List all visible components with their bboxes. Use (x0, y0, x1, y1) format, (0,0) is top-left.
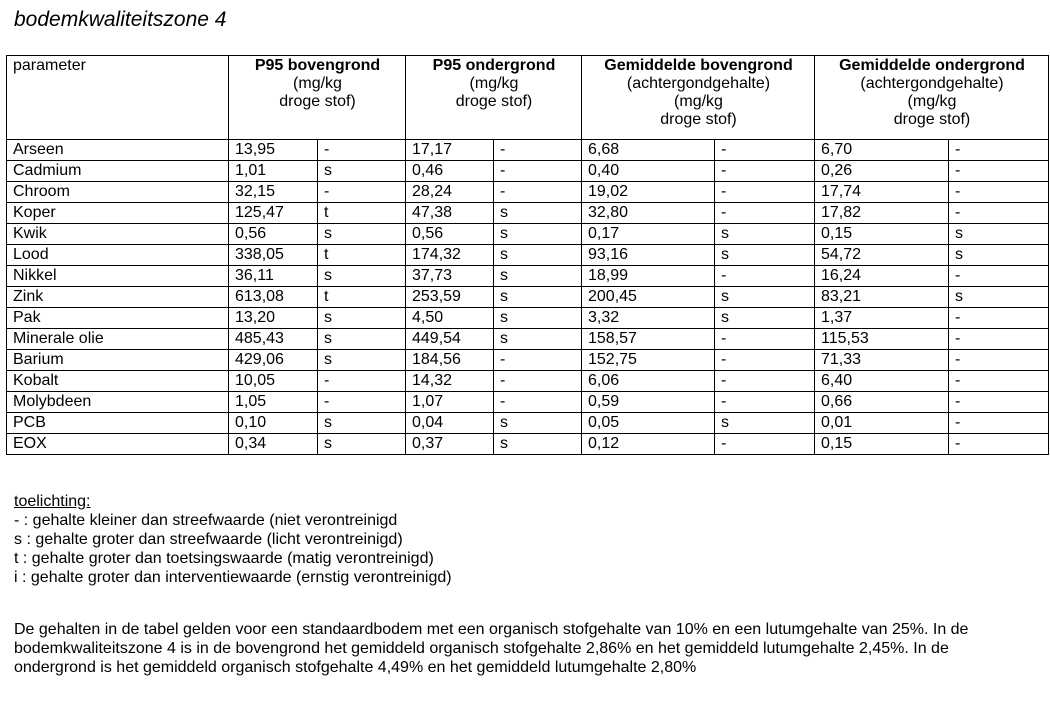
value-cell: 0,10 (229, 413, 318, 434)
classification-cell: - (318, 392, 406, 413)
table-row (7, 203, 1049, 224)
header-p95-ondergrond (406, 56, 582, 140)
classification-cell: - (715, 392, 815, 413)
value-cell: 152,75 (582, 350, 715, 371)
parameter-cell: Cadmium (7, 161, 229, 182)
value-cell: 14,32 (406, 371, 494, 392)
value-cell: 125,47 (229, 203, 318, 224)
classification-cell: s (494, 434, 582, 455)
classification-cell: s (494, 413, 582, 434)
classification-cell: s (715, 413, 815, 434)
table-row (7, 182, 1049, 203)
header-gemiddelde-bovengrond (582, 56, 815, 140)
value-cell: 71,33 (815, 350, 949, 371)
value-cell: 6,40 (815, 371, 949, 392)
value-cell: 0,26 (815, 161, 949, 182)
value-cell: 613,08 (229, 287, 318, 308)
header-title: Gemiddelde bovengrond (604, 57, 793, 74)
value-cell: 429,06 (229, 350, 318, 371)
table-header-row (7, 56, 1049, 140)
table-row (7, 413, 1049, 434)
classification-cell: - (715, 182, 815, 203)
classification-cell: - (949, 161, 1049, 182)
parameter-cell: Barium (7, 350, 229, 371)
value-cell: 0,56 (229, 224, 318, 245)
classification-cell: s (318, 413, 406, 434)
value-cell: 10,05 (229, 371, 318, 392)
value-cell: 6,70 (815, 140, 949, 161)
value-cell: 1,07 (406, 392, 494, 413)
table-row (7, 350, 1049, 371)
value-cell: 0,40 (582, 161, 715, 182)
table-row (7, 140, 1049, 161)
parameter-cell: Chroom (7, 182, 229, 203)
classification-cell: s (949, 287, 1049, 308)
parameter-cell: Nikkel (7, 266, 229, 287)
soil-quality-table (6, 55, 1049, 455)
table-row (7, 308, 1049, 329)
value-cell: 449,54 (406, 329, 494, 350)
header-p95-bovengrond (229, 56, 406, 140)
value-cell: 485,43 (229, 329, 318, 350)
classification-cell: s (494, 308, 582, 329)
classification-cell: - (318, 182, 406, 203)
classification-cell: - (949, 434, 1049, 455)
value-cell: 32,80 (582, 203, 715, 224)
table-row (7, 287, 1049, 308)
table-row (7, 371, 1049, 392)
parameter-cell: Koper (7, 203, 229, 224)
value-cell: 174,32 (406, 245, 494, 266)
value-cell: 93,16 (582, 245, 715, 266)
value-cell: 338,05 (229, 245, 318, 266)
classification-cell: - (715, 371, 815, 392)
value-cell: 3,32 (582, 308, 715, 329)
page-title: bodemkwaliteitszone 4 (14, 8, 227, 31)
classification-cell: s (318, 434, 406, 455)
value-cell: 253,59 (406, 287, 494, 308)
classification-cell: - (715, 350, 815, 371)
classification-cell: s (715, 224, 815, 245)
classification-cell: s (494, 287, 582, 308)
legend-heading: toelichting: (14, 493, 91, 510)
value-cell: 83,21 (815, 287, 949, 308)
parameter-cell: Kwik (7, 224, 229, 245)
classification-cell: - (494, 182, 582, 203)
classification-cell: t (318, 287, 406, 308)
classification-cell: s (494, 329, 582, 350)
value-cell: 17,17 (406, 140, 494, 161)
value-cell: 19,02 (582, 182, 715, 203)
classification-cell: - (949, 203, 1049, 224)
value-cell: 184,56 (406, 350, 494, 371)
classification-cell: s (494, 203, 582, 224)
legend-item: i : gehalte groter dan interventiewaarde (ernstig verontreinigd) (14, 569, 452, 586)
classification-cell: s (494, 245, 582, 266)
table-row (7, 266, 1049, 287)
header-subtitle: (achtergondgehalte) (626, 75, 771, 92)
table-row (7, 392, 1049, 413)
header-subtitle: (achtergondgehalte) (860, 75, 1004, 92)
classification-cell: - (494, 392, 582, 413)
table-row (7, 329, 1049, 350)
classification-cell: t (318, 203, 406, 224)
classification-cell: - (494, 140, 582, 161)
header-subtitle: droge stof) (455, 93, 533, 110)
parameter-cell: Arseen (7, 140, 229, 161)
header-subtitle: (mg/kg (293, 75, 342, 92)
header-title: Gemiddelde ondergrond (839, 57, 1025, 74)
header-subtitle: droge stof) (279, 93, 356, 110)
value-cell: 17,74 (815, 182, 949, 203)
classification-cell: - (715, 203, 815, 224)
value-cell: 17,82 (815, 203, 949, 224)
value-cell: 158,57 (582, 329, 715, 350)
value-cell: 0,04 (406, 413, 494, 434)
value-cell: 13,20 (229, 308, 318, 329)
classification-cell: - (949, 413, 1049, 434)
value-cell: 47,38 (406, 203, 494, 224)
header-subtitle: (mg/kg (469, 75, 519, 92)
value-cell: 54,72 (815, 245, 949, 266)
classification-cell: s (715, 308, 815, 329)
classification-cell: s (318, 266, 406, 287)
value-cell: 0,37 (406, 434, 494, 455)
header-title: P95 ondergrond (432, 57, 556, 74)
value-cell: 18,99 (582, 266, 715, 287)
legend-item: s : gehalte groter dan streefwaarde (licht verontreinigd) (14, 531, 403, 548)
value-cell: 36,11 (229, 266, 318, 287)
value-cell: 0,46 (406, 161, 494, 182)
value-cell: 0,12 (582, 434, 715, 455)
classification-cell: - (318, 140, 406, 161)
table-row (7, 224, 1049, 245)
classification-cell: - (949, 329, 1049, 350)
classification-cell: s (318, 329, 406, 350)
classification-cell: - (715, 329, 815, 350)
value-cell: 0,56 (406, 224, 494, 245)
classification-cell: - (949, 140, 1049, 161)
parameter-cell: EOX (7, 434, 229, 455)
classification-cell: s (494, 224, 582, 245)
value-cell: 0,15 (815, 224, 949, 245)
parameter-cell: Minerale olie (7, 329, 229, 350)
legend-item: - : gehalte kleiner dan streefwaarde (niet verontreinigd (14, 512, 398, 529)
value-cell: 1,01 (229, 161, 318, 182)
value-cell: 0,17 (582, 224, 715, 245)
parameter-cell: Lood (7, 245, 229, 266)
parameter-cell: Zink (7, 287, 229, 308)
classification-cell: - (715, 161, 815, 182)
header-subtitle: droge stof) (660, 111, 737, 128)
explanatory-note: De gehalten in de tabel gelden voor een standaardbodem met een organisch stofgehalte van 10% en een lutumgehalte van 25%. In de bodemkwaliteitszone 4 is in de bovengrond het gemiddeld organisch stofgehalte 2,86% en het gemiddeld lutumgehalte 2,45%. In de ondergrond is het gemiddeld organisch stofgehalte 4,49% en het gemiddeld lutumgehalte 2,80% (14, 621, 969, 676)
table-body (7, 140, 1049, 455)
value-cell: 16,24 (815, 266, 949, 287)
header-parameter (7, 56, 229, 140)
value-cell: 6,06 (582, 371, 715, 392)
classification-cell: - (949, 371, 1049, 392)
classification-cell: s (318, 224, 406, 245)
value-cell: 1,05 (229, 392, 318, 413)
legend-item: t : gehalte groter dan toetsingswaarde (matig verontreinigd) (14, 550, 434, 567)
value-cell: 6,68 (582, 140, 715, 161)
classification-cell: s (715, 287, 815, 308)
table-row (7, 161, 1049, 182)
classification-cell: s (318, 308, 406, 329)
value-cell: 28,24 (406, 182, 494, 203)
value-cell: 200,45 (582, 287, 715, 308)
table-row (7, 245, 1049, 266)
header-subtitle: (mg/kg (907, 93, 957, 110)
parameter-cell: Pak (7, 308, 229, 329)
header-subtitle: (mg/kg (674, 93, 723, 110)
parameter-cell: Kobalt (7, 371, 229, 392)
value-cell: 13,95 (229, 140, 318, 161)
classification-cell: - (494, 350, 582, 371)
header-parameter-label: parameter (13, 57, 86, 74)
classification-cell: - (715, 434, 815, 455)
value-cell: 4,50 (406, 308, 494, 329)
classification-cell: t (318, 245, 406, 266)
classification-cell: s (318, 350, 406, 371)
header-gemiddelde-ondergrond (815, 56, 1049, 140)
value-cell: 0,05 (582, 413, 715, 434)
classification-cell: - (949, 308, 1049, 329)
value-cell: 0,59 (582, 392, 715, 413)
classification-cell: - (494, 161, 582, 182)
classification-cell: - (949, 392, 1049, 413)
value-cell: 0,15 (815, 434, 949, 455)
classification-cell: - (715, 140, 815, 161)
classification-cell: - (949, 266, 1049, 287)
header-title: P95 bovengrond (254, 57, 381, 74)
classification-cell: s (318, 161, 406, 182)
table-row (7, 434, 1049, 455)
value-cell: 115,53 (815, 329, 949, 350)
classification-cell: - (715, 266, 815, 287)
value-cell: 32,15 (229, 182, 318, 203)
classification-cell: s (494, 266, 582, 287)
value-cell: 37,73 (406, 266, 494, 287)
value-cell: 1,37 (815, 308, 949, 329)
value-cell: 0,34 (229, 434, 318, 455)
classification-cell: - (949, 350, 1049, 371)
value-cell: 0,01 (815, 413, 949, 434)
classification-cell: - (494, 371, 582, 392)
classification-cell: s (949, 245, 1049, 266)
classification-cell: - (318, 371, 406, 392)
classification-cell: s (949, 224, 1049, 245)
parameter-cell: Molybdeen (7, 392, 229, 413)
classification-cell: s (715, 245, 815, 266)
legend (14, 492, 452, 587)
header-subtitle: droge stof) (893, 111, 971, 128)
value-cell: 0,66 (815, 392, 949, 413)
classification-cell: - (949, 182, 1049, 203)
parameter-cell: PCB (7, 413, 229, 434)
